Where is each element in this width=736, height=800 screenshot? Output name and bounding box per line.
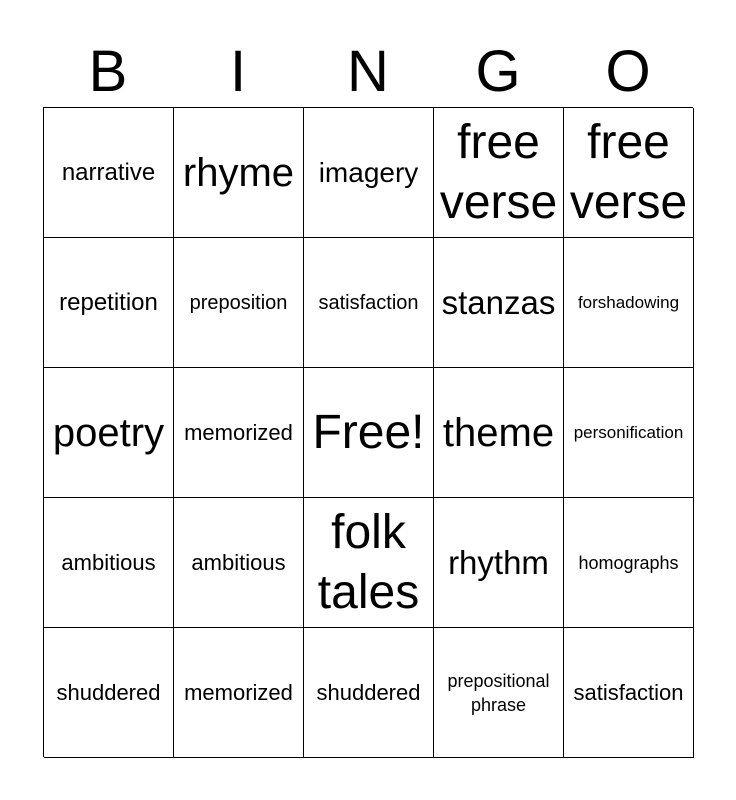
cell-text: Free! (312, 405, 425, 459)
cell-text: homographs (578, 552, 679, 573)
bingo-cell (304, 628, 434, 758)
bingo-header (43, 40, 693, 104)
cell-text: shuddered (316, 679, 421, 705)
bingo-cell (174, 498, 304, 628)
bingo-cell (564, 628, 694, 758)
cell-text: satisfaction (318, 291, 419, 314)
header-letter-n: N (347, 39, 389, 104)
bingo-cell (434, 498, 564, 628)
bingo-cell (564, 108, 694, 238)
bingo-cell (434, 368, 564, 498)
cell-text: shuddered (56, 679, 161, 705)
cell-text: imagery (318, 156, 419, 188)
cell-text: forshadowing (577, 292, 680, 312)
bingo-cell (564, 238, 694, 368)
cell-text: prepositional phrase (447, 670, 550, 715)
bingo-cell (434, 238, 564, 368)
cell-text: ambitious (61, 549, 156, 575)
bingo-cell (174, 238, 304, 368)
cell-text: poetry (52, 410, 165, 455)
cell-text: folk tales (317, 505, 420, 619)
bingo-cell (44, 498, 174, 628)
bingo-cell (304, 368, 434, 498)
header-letter-o: O (605, 39, 651, 104)
cell-text: rhyme (182, 150, 295, 195)
cell-text: ambitious (191, 549, 286, 575)
cell-text: preposition (189, 291, 288, 314)
cell-text: rhythm (448, 543, 549, 581)
bingo-board (43, 107, 693, 757)
bingo-cell (44, 628, 174, 758)
bingo-cell (304, 498, 434, 628)
bingo-cell (304, 108, 434, 238)
bingo-cell (304, 238, 434, 368)
bingo-cell (434, 628, 564, 758)
header-letter-g: G (475, 39, 521, 104)
cell-text: stanzas (441, 283, 556, 321)
bingo-cell (174, 368, 304, 498)
cell-text: satisfaction (573, 679, 684, 705)
bingo-cell (44, 368, 174, 498)
cell-text: memorized (184, 419, 293, 445)
cell-text: memorized (184, 679, 293, 705)
cell-text: personification (573, 422, 684, 442)
cell-text: free verse (569, 115, 688, 229)
bingo-cell (434, 108, 564, 238)
cell-text: repetition (59, 288, 158, 316)
cell-text: narrative (61, 158, 156, 186)
bingo-cell (44, 108, 174, 238)
bingo-cell (174, 108, 304, 238)
header-letter-b: B (88, 39, 128, 104)
header-letter-i: I (229, 39, 247, 104)
bingo-cell (174, 628, 304, 758)
bingo-cell (564, 368, 694, 498)
cell-text: free verse (439, 115, 558, 229)
bingo-cell (44, 238, 174, 368)
bingo-cell (564, 498, 694, 628)
cell-text: theme (442, 410, 555, 455)
